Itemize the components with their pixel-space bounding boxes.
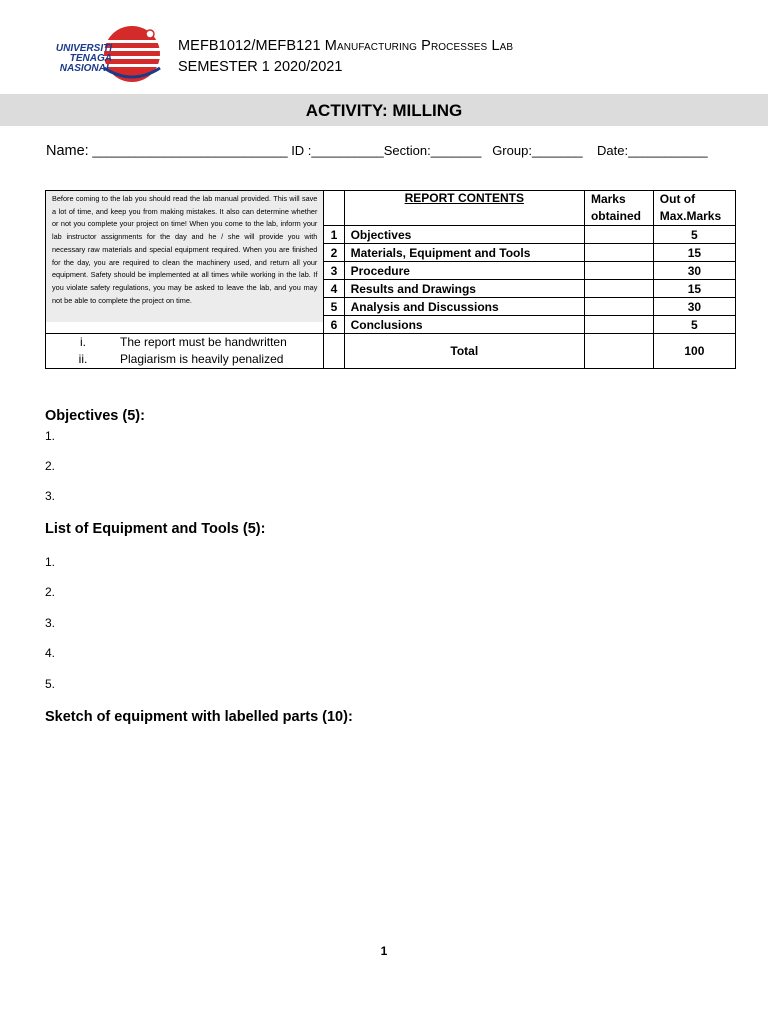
- row-marks-obtained[interactable]: [584, 226, 653, 244]
- notes-cell: [46, 334, 324, 369]
- row-content: Conclusions: [344, 316, 584, 334]
- equipment-item-1[interactable]: 1.: [45, 555, 56, 569]
- objective-item-1[interactable]: 1.: [45, 429, 56, 443]
- row-content: Results and Drawings: [344, 280, 584, 298]
- row-marks-obtained[interactable]: [584, 244, 653, 262]
- row-number: 3: [324, 262, 344, 280]
- lab-rules-text: Before coming to the lab you should read the lab manual provided. This will save a lot of time, and keep you from making mistakes. It also can determine whether or not you complete your project on time! When you come to the lab, inform your lab instructor assignments for the day and he / she will provide you with necessary raw materials and special equipment required. When you are finished for the day, you are required to clean the machinery used, and return all your equipment. Safety should be implemented at all times while working in the lab. If you violate safety regulations, you may be asked to leave the lab, and you may not be able to complete the project on time.: [46, 191, 323, 322]
- total-label: Total: [344, 334, 584, 369]
- report-contents-header: REPORT CONTENTS: [344, 191, 584, 226]
- id-label: ID :: [291, 143, 312, 158]
- note-text: Plagiarism is heavily penalized: [120, 352, 284, 366]
- group-field[interactable]: _______: [531, 143, 583, 158]
- row-number: 4: [324, 280, 344, 298]
- equipment-heading: List of Equipment and Tools (5):: [45, 521, 266, 537]
- marks-table: [45, 190, 736, 369]
- group-label: Group:: [492, 143, 532, 158]
- objective-item-3[interactable]: 3.: [45, 489, 56, 503]
- note-item: [46, 351, 323, 368]
- objective-item-2[interactable]: 2.: [45, 459, 56, 473]
- logo-line-2: TENAGA: [69, 53, 112, 64]
- note-number: ii.: [78, 352, 88, 366]
- row-marks-obtained[interactable]: [584, 316, 653, 334]
- total-row: [46, 334, 736, 369]
- id-field[interactable]: __________: [311, 143, 384, 158]
- row-max-marks: 15: [653, 244, 735, 262]
- row-content: Objectives: [344, 226, 584, 244]
- row-max-marks: 5: [653, 226, 735, 244]
- max-marks-header: Out of Max.Marks: [653, 191, 735, 226]
- row-number: 1: [324, 226, 344, 244]
- student-info-line: [46, 143, 708, 159]
- date-field[interactable]: ___________: [628, 143, 708, 158]
- lab-rules-cell: [46, 191, 324, 334]
- row-content: Materials, Equipment and Tools: [344, 244, 584, 262]
- total-blank-cell: [324, 334, 344, 369]
- page-number: 1: [380, 944, 388, 958]
- note-item: [46, 334, 323, 351]
- row-max-marks: 30: [653, 298, 735, 316]
- equipment-item-2[interactable]: 2.: [45, 585, 56, 599]
- row-number: 5: [324, 298, 344, 316]
- header-blank-cell: [324, 191, 344, 226]
- sketch-heading: Sketch of equipment with labelled parts (10):: [45, 709, 353, 725]
- course-heading: [178, 38, 513, 54]
- activity-title: ACTIVITY: MILLING: [305, 101, 463, 120]
- row-number: 6: [324, 316, 344, 334]
- note-number: i.: [80, 335, 86, 349]
- marks-obtained-header: Marks obtained: [584, 191, 653, 226]
- date-label: Date:: [597, 143, 629, 158]
- course-title: Manufacturing Processes Lab: [324, 38, 514, 54]
- table-header-row: [46, 191, 736, 226]
- name-label: Name:: [46, 143, 89, 159]
- row-max-marks: 30: [653, 262, 735, 280]
- row-content: Procedure: [344, 262, 584, 280]
- objectives-heading: Objectives (5):: [45, 408, 145, 424]
- row-marks-obtained[interactable]: [584, 280, 653, 298]
- row-number: 2: [324, 244, 344, 262]
- row-max-marks: 15: [653, 280, 735, 298]
- logo-line-1: UNIVERSITI: [55, 43, 112, 54]
- row-marks-obtained[interactable]: [584, 262, 653, 280]
- equipment-item-3[interactable]: 3.: [45, 616, 56, 630]
- course-code: MEFB1012/MEFB121: [178, 38, 321, 54]
- note-text: The report must be handwritten: [120, 335, 287, 349]
- section-field[interactable]: _______: [430, 143, 482, 158]
- equipment-item-5[interactable]: 5.: [45, 677, 56, 691]
- section-label: Section:: [383, 143, 431, 158]
- name-field[interactable]: ___________________________: [92, 143, 288, 158]
- equipment-item-4[interactable]: 4.: [45, 646, 56, 660]
- university-logo: [40, 24, 164, 84]
- row-content: Analysis and Discussions: [344, 298, 584, 316]
- row-marks-obtained[interactable]: [584, 298, 653, 316]
- logo-line-3: NASIONAL: [59, 63, 112, 74]
- sketch-area[interactable]: [45, 735, 735, 925]
- total-max-marks: 100: [653, 334, 735, 369]
- row-max-marks: 5: [653, 316, 735, 334]
- semester-heading: SEMESTER 1 2020/2021: [178, 59, 343, 75]
- total-marks-obtained[interactable]: [584, 334, 653, 369]
